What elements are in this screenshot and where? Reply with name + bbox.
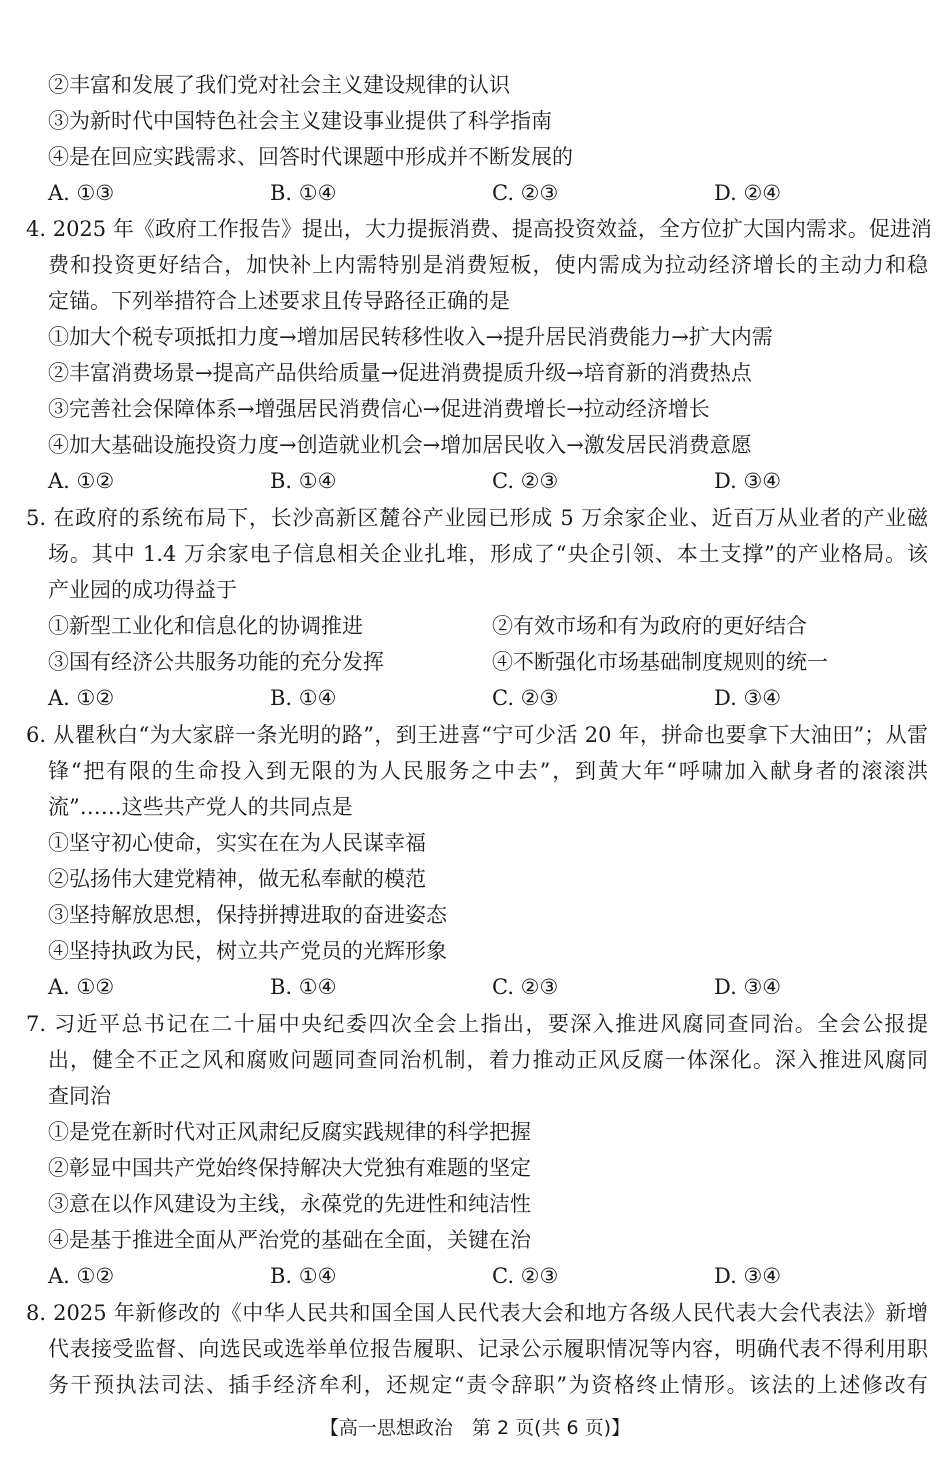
q7-option-c: C. ②③ [492, 1264, 559, 1288]
q7-stem-line: 查同治 [48, 1084, 111, 1108]
q5-stem-line: 产业园的成功得益于 [48, 578, 237, 602]
q5-stem-line: 场。其中 1.4 万余家电子信息相关企业扎堆，形成了“央企引领、本土支撑”的产业格局。该 [48, 542, 928, 566]
q6-option-d: D. ③④ [714, 975, 782, 999]
q6-options [48, 972, 928, 1002]
q3-item-4: ④是在回应实践需求、回答时代课题中形成并不断发展的 [48, 145, 573, 169]
q6-item-1: ①坚守初心使命，实实在在为人民谋幸福 [48, 831, 426, 855]
q4-stem-line: 费和投资更好结合，加快补上内需特别是消费短板，使内需成为拉动经济增长的主动力和稳 [48, 253, 928, 277]
q3-option-b: B. ①④ [270, 181, 337, 205]
q4-option-b: B. ①④ [270, 469, 337, 493]
q6-item-2: ②弘扬伟大建党精神，做无私奉献的模范 [48, 867, 426, 891]
q7-item-2: ②彰显中国共产党始终保持解决大党独有难题的坚定 [48, 1156, 531, 1180]
q4-stem-line: 定锚。下列举措符合上述要求且传导路径正确的是 [48, 289, 510, 313]
q3-item-2: ②丰富和发展了我们党对社会主义建设规律的认识 [48, 73, 510, 97]
q3-options [48, 178, 928, 208]
q7-item-3: ③意在以作风建设为主线，永葆党的先进性和纯洁性 [48, 1192, 531, 1216]
q4-item-1: ①加大个税专项抵扣力度→增加居民转移性收入→提升居民消费能力→扩大内需 [48, 325, 773, 349]
q7-option-d: D. ③④ [714, 1264, 782, 1288]
q7-item-4: ④是基于推进全面从严治党的基础在全面，关键在治 [48, 1228, 531, 1252]
q4-stem-line: 4. 2025 年《政府工作报告》提出，大力提振消费、提高投资效益，全方位扩大国内需求。促进消 [26, 217, 932, 241]
q7-option-b: B. ①④ [270, 1264, 337, 1288]
q4-options [48, 466, 928, 496]
q3-option-d: D. ②④ [714, 181, 782, 205]
q4-option-d: D. ③④ [714, 469, 782, 493]
q5-item-2: ②有效市场和有为政府的更好结合 [492, 614, 807, 638]
q6-stem-line: 6. 从瞿秋白“为大家辟一条光明的路”，到王进喜“宁可少活 20 年，拼命也要拿下大油田”；从雷 [26, 723, 928, 747]
q3-option-a: A. ①③ [48, 181, 115, 205]
q5-stem-line: 5. 在政府的系统布局下，长沙高新区麓谷产业园已形成 5 万余家企业、近百万从业者的产业磁 [26, 506, 928, 530]
q5-option-a: A. ①② [48, 686, 115, 710]
q8-stem-line: 代表接受监督、向选民或选举单位报告履职、记录公示履职情况等内容，明确代表不得利用职 [48, 1337, 928, 1361]
q4-item-4: ④加大基础设施投资力度→创造就业机会→增加居民收入→激发居民消费意愿 [48, 433, 752, 457]
q4-item-3: ③完善社会保障体系→增强居民消费信心→促进消费增长→拉动经济增长 [48, 397, 710, 421]
q7-item-1: ①是党在新时代对正风肃纪反腐实践规律的科学把握 [48, 1120, 531, 1144]
q5-option-d: D. ③④ [714, 686, 782, 710]
q4-option-c: C. ②③ [492, 469, 559, 493]
q6-stem-line: 锋“把有限的生命投入到无限的为人民服务之中去”，到黄大年“呼啸加入献身者的滚滚洪 [48, 759, 928, 783]
q4-item-2: ②丰富消费场景→提高产品供给质量→促进消费提质升级→培育新的消费热点 [48, 361, 752, 385]
q3-option-c: C. ②③ [492, 181, 559, 205]
q6-option-a: A. ①② [48, 975, 115, 999]
q3-item-3: ③为新时代中国特色社会主义建设事业提供了科学指南 [48, 109, 552, 133]
q7-stem-line: 出，健全不正之风和腐败问题同查同治机制，着力推动正风反腐一体深化。深入推进风腐同 [48, 1048, 928, 1072]
q5-option-c: C. ②③ [492, 686, 559, 710]
q7-stem-line: 7. 习近平总书记在二十届中央纪委四次全会上指出，要深入推进风腐同查同治。全会公报提 [26, 1012, 928, 1036]
q5-option-b: B. ①④ [270, 686, 337, 710]
q5-options [48, 683, 928, 713]
q8-stem-line: 8. 2025 年新修改的《中华人民共和国全国人民代表大会和地方各级人民代表大会代表法》新增 [26, 1301, 928, 1325]
q7-options [48, 1261, 928, 1291]
q7-option-a: A. ①② [48, 1264, 115, 1288]
q5-item-3: ③国有经济公共服务功能的充分发挥 [48, 650, 384, 674]
q4-option-a: A. ①② [48, 469, 115, 493]
q5-item-1: ①新型工业化和信息化的协调推进 [48, 614, 363, 638]
q6-stem-line: 流”……这些共产党人的共同点是 [48, 795, 353, 819]
q6-item-4: ④坚持执政为民，树立共产党员的光辉形象 [48, 939, 447, 963]
q8-stem-line: 务干预执法司法、插手经济牟利，还规定“责令辞职”为资格终止情形。该法的上述修改有 [48, 1373, 928, 1397]
q5-item-4: ④不断强化市场基础制度规则的统一 [492, 650, 828, 674]
page-footer: 【高一思想政治 第 2 页(共 6 页)】 [319, 1417, 631, 1439]
q6-item-3: ③坚持解放思想，保持拼搏进取的奋进姿态 [48, 903, 447, 927]
q6-option-c: C. ②③ [492, 975, 559, 999]
q6-option-b: B. ①④ [270, 975, 337, 999]
